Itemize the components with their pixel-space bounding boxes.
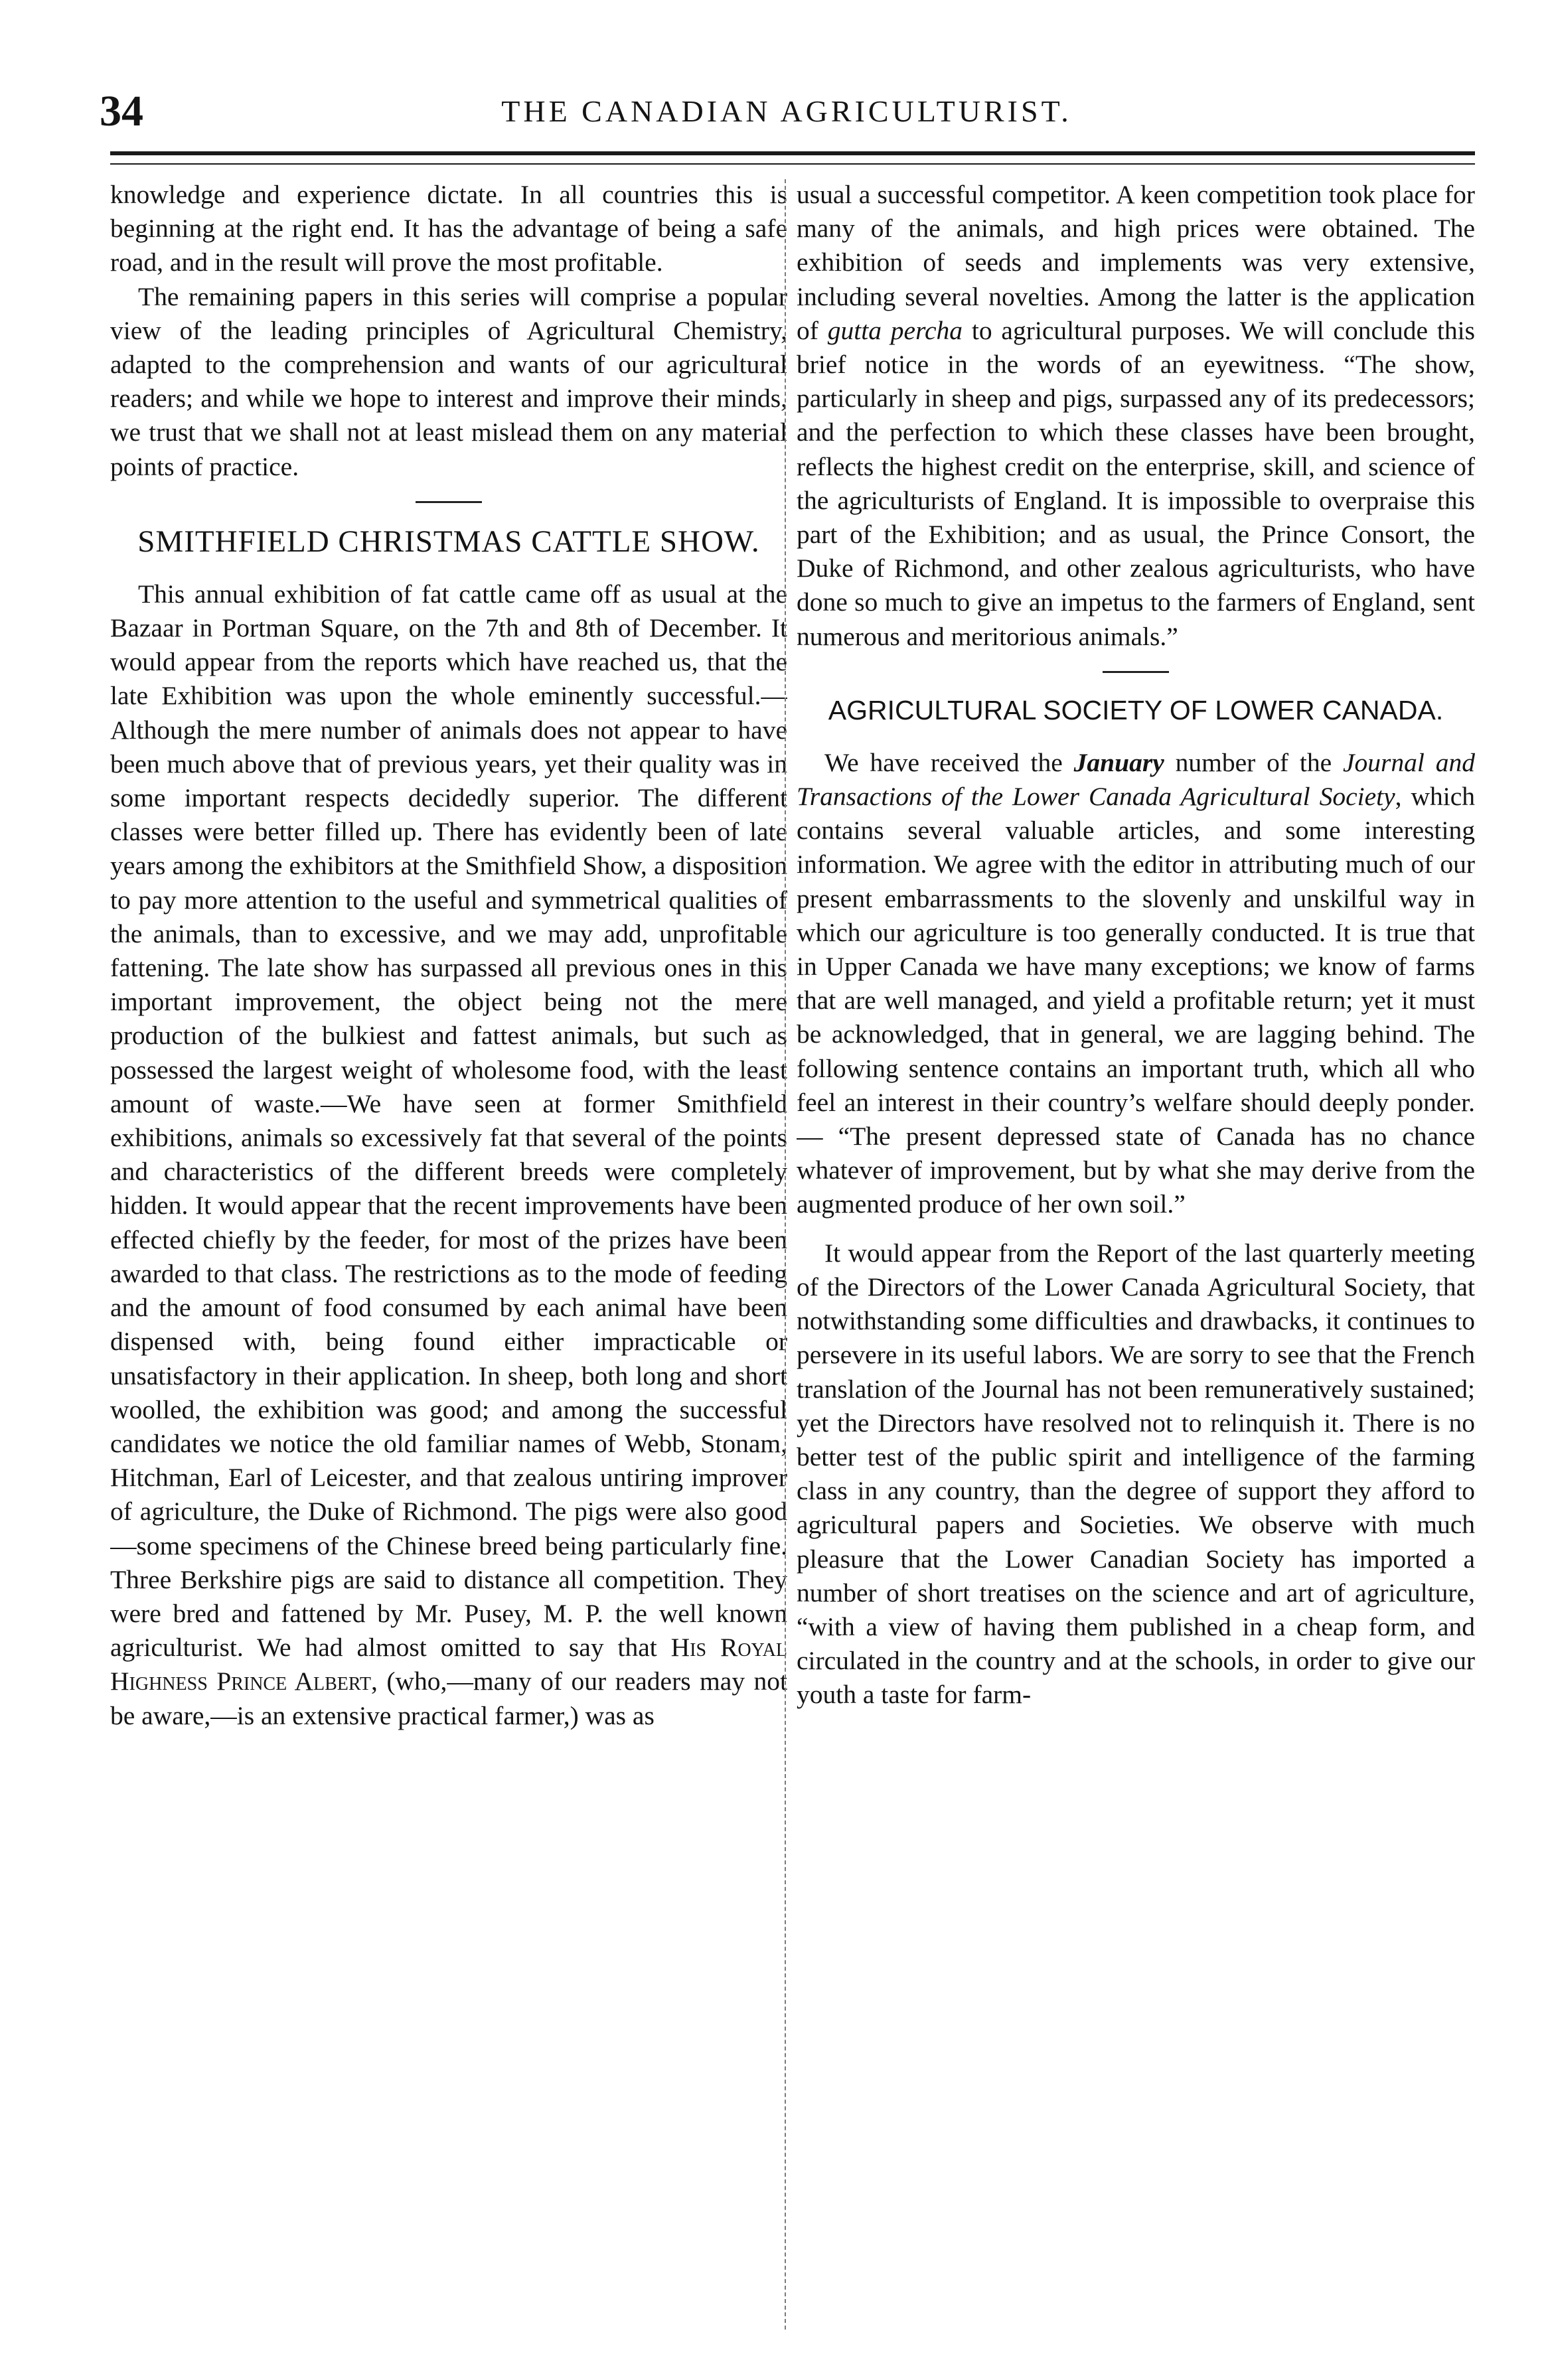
smithfield-heading: SMITHFIELD CHRISTMAS CATTLE SHOW. xyxy=(137,524,760,559)
royal-highness-text: His Royal Highness Prince Albert xyxy=(110,1633,787,1696)
header-rule-thick xyxy=(110,151,1475,155)
gutta-percha-text: gutta percha xyxy=(827,315,963,345)
right-p1-text: usual a successful competitor. A keen competition took place for many of the animals, and high prices were obtained. The exhibition of seeds and implements was very extensive, including several novelties. Among the latter is the application of xyxy=(797,180,1475,345)
right-column xyxy=(797,178,1475,2335)
smithfield-paragraph xyxy=(110,577,787,1733)
right-paragraph-3: It would appear from the Report of the last quarterly meeting of the Directors of the Lower Canada Agricultural Society, that notwithstanding some difficulties and drawbacks, it continues to persevere in its useful labors. We are sorry to see that the French translation of the Journal has not been remuneratively sustained; yet the Directors have resolved not to relinquish it. There is no better test of the public spirit and intelligence of the farming class in any country, than the degree of support they afford to agricultural papers and Societies. We observe with much pleasure that the Lower Canadian Society has imported a number of short treatises on the science and art of agriculture, “with a view of having them published in a cheap form, and circulated in the country and at the schools, in order to give our youth a taste for farm- xyxy=(797,1238,1475,1710)
right-paragraph-2 xyxy=(797,746,1475,1222)
smithfield-text: This annual exhibition of fat cattle came off as usual at the Bazaar in Portman Square, on the 7th and 8th of December. It would appear from the reports which have reached us, that the late Exhibition was upon the whole eminently successful.—Although the mere number of animals does not appear to have been much above that of previous years, yet their quality was in some important respects decidedly superior. The different classes were better filled up. There has evidently been of late years among the exhibitors at the Smithfield Show, a disposition to pay more attention to the useful and symmetrical qualities of the animals, than to excessive, and we may add, unprofitable fattening. The late show has surpassed all previous ones in this important improvement, the object being not the mere production of the bulkiest and fattest animals, but such as possessed the largest weight of wholesome food, with the least amount of waste.—We have seen at former Smithfield exhibitions, animals so excessively fat that several of the points and characteristics of the different breeds were completely hidden. It would appear that the recent improvements have been effected chiefly by the feeder, for most of the prizes have been awarded to that class. The restrictions as to the mode of feeding and the amount of food consumed by each animal have been dispensed with, being found either impracticable or unsatisfactory in their application. In sheep, both long and short woolled, the exhibition was good; and among the successful candidates we notice the old familiar names of Webb, Stonam, Hitchman, Earl of Leicester, and that zealous untiring improver of agriculture, the Duke of Richmond. The pigs were also good—some specimens of the Chinese breed being particularly fine. Three Berkshire pigs are said to distance all competition. They were bred and fattened by Mr. Pusey, M. P. the well known agriculturist. We had almost omitted to say that xyxy=(110,579,787,1663)
journal-title-text: Journal and Transactions of the Lower Canada Agricultural Society xyxy=(797,747,1475,812)
running-title: THE CANADIAN AGRICULTURIST. xyxy=(501,94,1072,128)
january-text: January xyxy=(1073,747,1164,777)
page-header xyxy=(100,85,1474,138)
page-number: 34 xyxy=(100,87,143,135)
right-paragraph-1 xyxy=(797,178,1475,654)
smithfield-text-end: , (who,—many of our readers may not be aware,—is an extensive practical farmer,) was as xyxy=(110,1667,787,1730)
right-p2-text-b: number of the xyxy=(1164,747,1343,777)
left-column xyxy=(110,178,787,2335)
left-paragraph-1: knowledge and experience dictate. In all countries this is beginning at the right end. It has the advantage of being a safe road, and in the result will prove the most profitable. xyxy=(110,180,787,277)
right-p2-text: We have received the xyxy=(824,747,1074,777)
header-rule-thin xyxy=(110,163,1475,165)
section-divider xyxy=(416,501,482,503)
section-divider-2 xyxy=(1103,671,1169,673)
left-paragraph-2: The remaining papers in this series will comprise a popular view of the leading principles of Agricultural Chemistry, adapted to the comprehension and wants of our agricultural readers; and while we hope to interest and improve their minds, we trust that we shall not at least mislead them on any material points of practice. xyxy=(110,281,787,481)
right-p1-text-end: to agricultural purposes. We will conclude this brief notice in the words of an eyewitness. “The show, particularly in sheep and pigs, surpassed any of its predecessors; and the perfection to which these classes have been brought, reflects the highest credit on the enterprise, skill, and science of the agriculturists of England. It is impossible to overpraise this part of the Exhibition; and as usual, the Prince Consort, the Duke of Richmond, and other zealous agriculturists, who have done so much to give an impetus to the farmers of England, sent numerous and meritorious animals.” xyxy=(797,315,1475,651)
paragraph-gap xyxy=(797,1222,1475,1236)
agricultural-society-heading: AGRICULTURAL SOCIETY OF LOWER CANADA. xyxy=(828,694,1444,725)
right-p2-text-c: , which contains several valuable articles, and some interesting information. We agree with the editor in attributing much of our present embarrassments to the slovenly and unskilful way in which our agriculture is too generally conducted. It is true that in Upper Canada we have many exceptions; we know of farms that are well managed, and yield a profitable return; yet it must be acknowledged, that in general, we are lagging behind. The following sentence contains an important truth, which all who feel an interest in their country’s welfare should deeply ponder.— “The present depressed state of Canada has no chance whatever of improvement, but by what she may derive from the augmented produce of her own soil.” xyxy=(797,782,1475,1219)
column-divider xyxy=(785,179,786,2330)
